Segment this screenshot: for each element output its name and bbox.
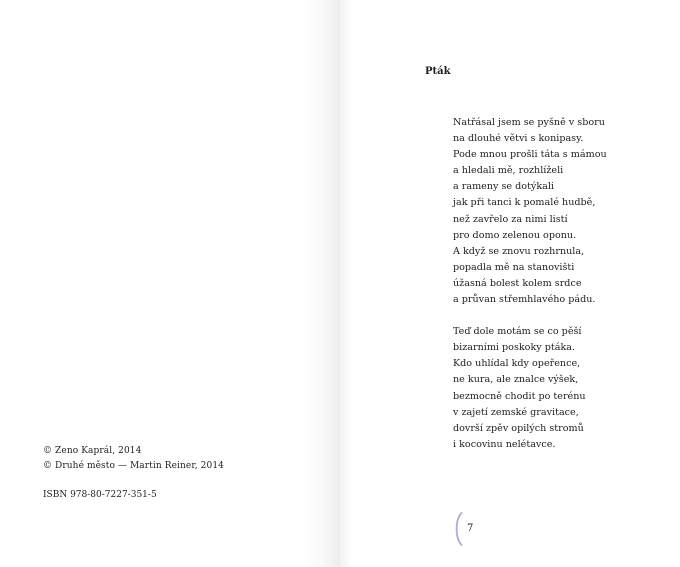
verse-line: popadla mě na stanovišti <box>453 261 575 273</box>
right-page <box>340 0 680 567</box>
verse-line: bezmocně chodit po terénu <box>453 390 586 402</box>
poem-body <box>453 115 607 469</box>
verse-line: jak při tanci k pomalé hudbě, <box>453 197 596 209</box>
verse-line: bizarními poskoky ptáka. <box>453 342 576 354</box>
verse-line: a hledali mě, rozhlíželi <box>453 165 564 177</box>
page-number: 7 <box>467 523 474 534</box>
verse-line: i kocovinu nelétavce. <box>453 438 556 450</box>
verse-line: v zajetí zemské gravitace, <box>453 406 579 418</box>
folio-bracket-icon <box>453 512 463 546</box>
verse-line: Kdo uhlídal kdy opeřence, <box>453 358 581 370</box>
verse-line: Natřásal jsem se pyšně v sboru <box>453 117 605 128</box>
verse-line: než zavřelo za nimi listí <box>453 213 568 225</box>
stanza <box>453 324 607 453</box>
verse-line: a průvan střemhlavého pádu. <box>453 294 596 306</box>
verse-line: ne kura, ale znalce výšek, <box>453 374 579 386</box>
verse-line: úžasná bolest kolem srdce <box>453 277 582 289</box>
verse-line: dovrší zpěv opilých stromů <box>453 422 584 434</box>
verse-line: pro domo zelenou oponu. <box>453 229 577 241</box>
verse-line: a rameny se dotýkali <box>453 181 555 193</box>
copyright-line: © Zeno Kaprál, 2014 <box>43 446 142 456</box>
gutter-shadow-right <box>340 0 352 567</box>
verse-line: A když se znovu rozhrnula, <box>453 245 585 257</box>
isbn-line: ISBN 978-80-7227-351-5 <box>43 490 157 500</box>
poem-title: Pták <box>425 66 451 77</box>
copyright-block <box>43 444 224 474</box>
copyright-line: © Druhé město — Martin Reiner, 2014 <box>43 461 224 471</box>
stanza <box>453 115 607 308</box>
verse-line: Pode mnou prošli táta s mámou <box>453 149 607 161</box>
verse-line: na dlouhé větvi s konipasy. <box>453 133 584 145</box>
verse-line: Teď dole motám se co pěší <box>453 326 582 338</box>
